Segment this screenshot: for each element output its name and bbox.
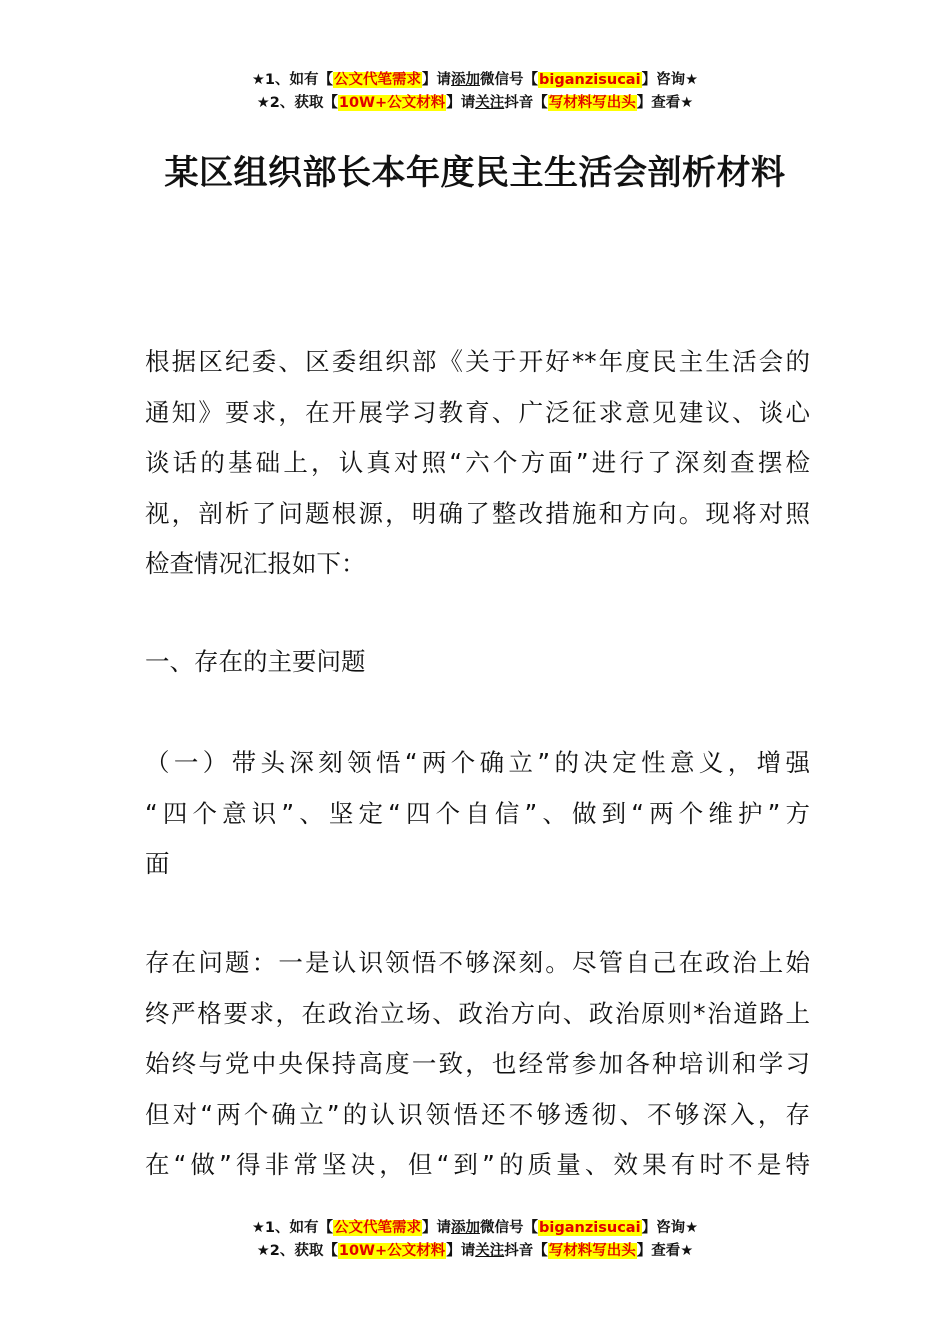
promo-line-1 [0, 1217, 950, 1240]
promo-underlined: 关注 [475, 95, 505, 111]
promo-underlined: 添加 [451, 1220, 481, 1236]
promo-line-1 [0, 69, 950, 92]
subsection-heading [145, 738, 810, 890]
text-line: 视，剖析了问题根源，明确了整改措施和方向。现将对照 [145, 498, 810, 528]
promo-text: ★1、如有【 [251, 1220, 334, 1236]
text-line: 根据区纪委、区委组织部《关于开好**年度民主生活会的 [145, 347, 810, 376]
text-line: 存在问题：一是认识领悟不够深刻。尽管自己在政治上始 [145, 948, 810, 977]
promo-line-2 [0, 1240, 950, 1263]
promo-text: 】咨询★ [641, 1220, 699, 1236]
promo-highlight: biganzisucai [539, 72, 641, 88]
promo-text: ★2、获取【 [256, 1243, 338, 1259]
promo-text: 微信号【 [480, 72, 539, 88]
promo-text: 微信号【 [480, 1220, 539, 1236]
text-line: 终严格要求，在政治立场、政治方向、政治原则*治道路上 [145, 998, 810, 1028]
promo-highlight: 10W+公文材料 [338, 1243, 446, 1259]
text-line: 在“做”得非常坚决，但“到”的质量、效果有时不是特 [145, 1150, 810, 1179]
promo-highlight: 10W+公文材料 [338, 95, 446, 111]
promo-text: ★2、获取【 [256, 95, 338, 111]
promo-highlight: biganzisucai [539, 1220, 641, 1236]
promo-banner-top [0, 69, 950, 115]
promo-text: 抖音【 [504, 95, 548, 111]
promo-underlined: 添加 [451, 72, 481, 88]
promo-text: 】查看★ [636, 1243, 694, 1259]
promo-text: 抖音【 [504, 1243, 548, 1259]
promo-text: 】咨询★ [641, 72, 699, 88]
promo-banner-bottom [0, 1217, 950, 1263]
document-title: 某区组织部长本年度民主生活会剖析材料 [164, 153, 786, 193]
promo-line-2 [0, 92, 950, 115]
promo-underlined: 关注 [475, 1243, 505, 1259]
promo-text: ★1、如有【 [251, 72, 334, 88]
promo-text: 】查看★ [636, 95, 694, 111]
text-line: 通知》要求，在开展学习教育、广泛征求意见建议、谈心 [145, 397, 810, 427]
promo-text: 】请 [422, 72, 452, 88]
section-heading [145, 637, 810, 688]
promo-text: 】请 [422, 1220, 452, 1236]
text-line: “四个意识”、坚定“四个自信”、做到“两个维护”方 [145, 798, 810, 828]
text-line: 面 [145, 849, 170, 878]
promo-highlight: 公文代笔需求 [334, 72, 422, 88]
promo-highlight: 写材料写出头 [548, 95, 636, 111]
intro-paragraph [145, 337, 810, 590]
promo-text: 】请 [446, 1243, 476, 1259]
text-line: 但对“两个确立”的认识领悟还不够透彻、不够深入，存 [145, 1099, 810, 1129]
promo-highlight: 公文代笔需求 [334, 1220, 422, 1236]
promo-text: 】请 [446, 95, 476, 111]
text-line: 检查情况汇报如下： [145, 549, 366, 578]
problem-paragraph [145, 938, 810, 1191]
text-line: 谈话的基础上，认真对照“六个方面”进行了深刻查摆检 [145, 448, 810, 477]
promo-highlight: 写材料写出头 [548, 1243, 636, 1259]
text-line: 一、存在的主要问题 [145, 647, 366, 676]
text-line: 始终与党中央保持高度一致，也经常参加各种培训和学习 [145, 1049, 810, 1078]
text-line: （一）带头深刻领悟“两个确立”的决定性意义，增强 [145, 748, 810, 777]
